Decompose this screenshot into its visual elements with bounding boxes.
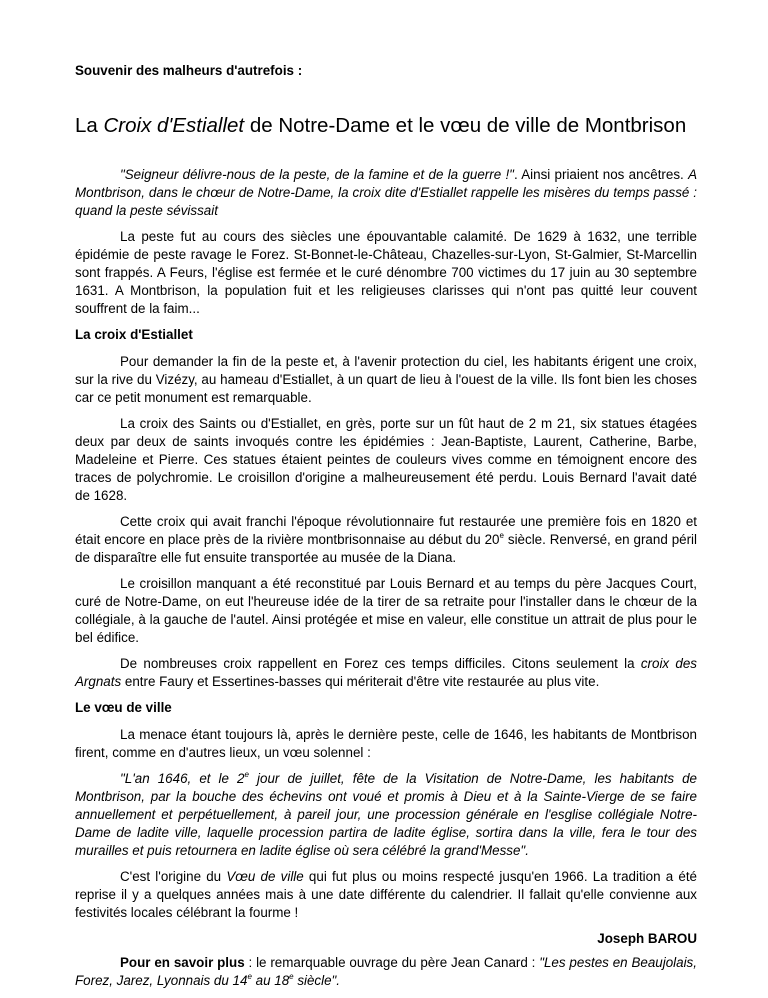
title-post: de Notre-Dame et le vœu de ville de Montbrison: [244, 114, 687, 137]
croix-paragraph-4: Le croisillon manquant a été reconstitué par Louis Bernard et au temps du père Jacques Court, curé de Notre-Dame, on eut l'heureuse idée de la tirer de sa retraite pour l'installer dans le chœur de la collégiale, à la gauche de l'autel. Ainsi protégée et mise en valeur, elle constitue un attrait de plus pour le bel édifice.: [75, 576, 697, 645]
further-reading-title-1: "Les pestes en Beaujolais, Forez, Jarez, Lyonnais du 14: [75, 955, 697, 988]
further-reading-title-3: siècle".: [293, 973, 341, 988]
page-title: [75, 114, 697, 138]
kicker: Souvenir des malheurs d'autrefois :: [75, 63, 303, 78]
croix5-a: De nombreuses croix rappellent en Forez ces temps difficiles. Citons seulement la: [120, 656, 641, 671]
croix5-b: entre Faury et Essertines-basses qui mériterait d'être vite restaurée au plus vite.: [121, 674, 600, 689]
peste-paragraph: La peste fut au cours des siècles une épouvantable calamité. De 1629 à 1632, une terrible épidémie de peste ravage le Forez. St-Bonnet-le-Château, Chazelles-sur-Lyon, St-Galmier, St-Marcellin sont frappés. A Feurs, l'église est fermée et le curé dénombre 700 victimes du 17 juin au 30 septembre 1631. A Montbrison, la population fuit et les religieuses clarisses qui n'ont pas quitté leur couvent souffrent de la faim...: [75, 229, 697, 316]
document-page: [75, 62, 697, 998]
voeu3-b: qui fut plus ou moins respecté jusqu'en 1966. La tradition a été reprise il y a quelques années mais à une date différente du calendrier. Il fallait qu'elle convienne aux festivités locales célébrant la fourme !: [75, 869, 698, 920]
title-pre: La: [75, 114, 104, 137]
intro-quote: "Seigneur délivre-nous de la peste, de la famine et de la guerre !": [120, 167, 514, 182]
intro-italic: A Montbrison, dans le chœur de Notre-Dame, la croix dite d'Estiallet rappelle les misères du temps passé : quand la peste sévissait: [75, 167, 697, 218]
voeu-quote-paragraph: [75, 770, 697, 860]
voeu2-sup: e: [244, 770, 249, 779]
voeu3-italic: Vœu de ville: [226, 869, 304, 884]
voeu-paragraph-1: La menace étant toujours là, après le dernière peste, celle de 1646, les habitants de Montbrison firent, comme en d'autres lieux, un vœu solennel :: [75, 727, 697, 760]
croix3-a: Cette croix qui avait franchi l'époque révolutionnaire fut restaurée une première fois en 1820 et était encore en place près de la rivière montbrisonnaise au début du 20: [75, 514, 697, 547]
further-reading-label: Pour en savoir plus: [120, 955, 245, 970]
author-signature: Joseph BAROU: [597, 931, 697, 946]
further-reading-title-2: au 18: [251, 973, 290, 988]
voeu2-a: "L'an 1646, et le 2: [120, 771, 245, 786]
croix3-b: siècle. Renversé, en grand péril de disparaître elle fut ensuite transportée au musée de la Diana.: [75, 532, 697, 565]
title-italic: Croix d'Estiallet: [103, 114, 245, 137]
heading-voeu: Le vœu de ville: [75, 700, 172, 715]
croix5-italic: croix des Argnats: [75, 656, 697, 689]
croix-paragraph-5: [75, 655, 697, 691]
croix-paragraph-3: [75, 513, 697, 567]
further-reading-sup-2: e: [289, 972, 294, 981]
voeu2-b: jour de juillet, fête de la Visitation de Notre-Dame, les habitants de Montbrison, par la bouche des échevins ont voué et promis à Dieu et à la Sainte-Vierge de se faire annuellement et perpétuellement, à pareil jour, une procession générale en l'esglise collégiale Notre-Dame de ladite ville, laquelle procession partira de ladite église, sortira dans la ville, fera le tour des murailles et puis retournera en ladite église où sera célébré la grand'Messe".: [75, 771, 697, 858]
croix-paragraph-1: Pour demander la fin de la peste et, à l'avenir protection du ciel, les habitants érigent une croix, sur la rive du Vizézy, au hameau d'Estiallet, à un quart de lieu à l'ouest de la ville. Ils font bien les choses car ce petit monument est remarquable.: [75, 354, 697, 405]
intro-mid: . Ainsi priaient nos ancêtres.: [513, 167, 689, 182]
intro-paragraph: [75, 166, 697, 220]
heading-croix: La croix d'Estiallet: [75, 327, 193, 342]
further-reading-text: : le remarquable ouvrage du père Jean Canard :: [244, 955, 540, 970]
further-reading-sup-1: e: [247, 972, 252, 981]
further-reading: [75, 954, 697, 990]
voeu3-a: C'est l'origine du: [120, 869, 227, 884]
croix3-sup: e: [499, 531, 504, 540]
voeu-paragraph-3: [75, 868, 697, 922]
croix-paragraph-2: La croix des Saints ou d'Estiallet, en grès, porte sur un fût haut de 2 m 21, six statues étagées deux par deux de saints invoqués contre les épidémies : Jean-Baptiste, Laurent, Catherine, Barbe, Madeleine et Pierre. Ces statues étaient peintes de couleurs vives comme en témoignent encore des traces de polychromie. Le croisillon d'origine a malheureusement été perdu. Louis Bernard l'avait daté de 1628.: [75, 416, 697, 503]
